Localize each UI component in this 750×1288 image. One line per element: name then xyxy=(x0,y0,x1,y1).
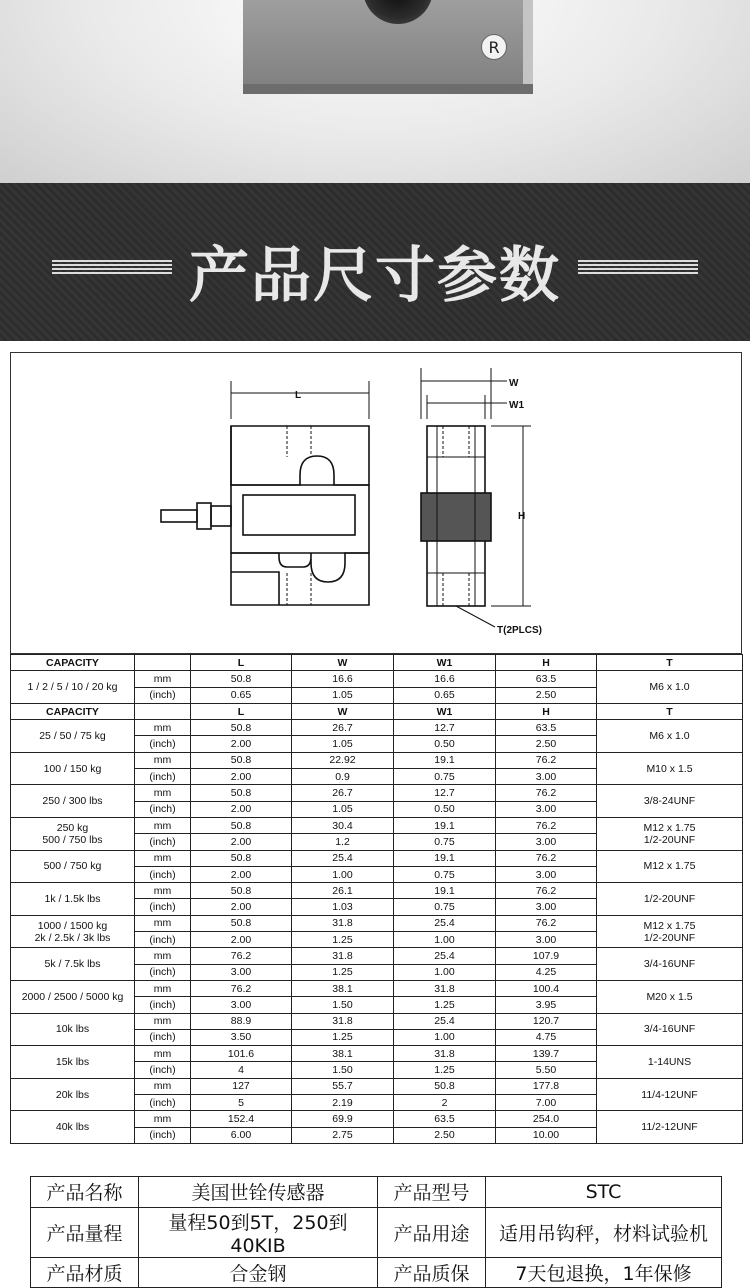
value-cell: 3.00 xyxy=(191,997,292,1013)
info-key: 产品材质 xyxy=(31,1257,139,1288)
capacity-cell: 25 / 50 / 75 kg xyxy=(11,720,135,753)
value-cell: 0.65 xyxy=(191,687,292,703)
value-cell: 76.2 xyxy=(496,752,597,768)
value-cell: 5 xyxy=(191,1095,292,1111)
info-row xyxy=(31,1257,722,1288)
value-cell: 26.7 xyxy=(292,720,394,736)
value-cell: 63.5 xyxy=(496,720,597,736)
value-cell: 31.8 xyxy=(292,948,394,964)
value-cell: 1.05 xyxy=(292,801,394,817)
unit-cell: mm xyxy=(135,720,191,736)
value-cell: 1.2 xyxy=(292,834,394,850)
capacity-cell: 100 / 150 kg xyxy=(11,752,135,785)
value-cell: 3.00 xyxy=(496,769,597,785)
value-cell: 63.5 xyxy=(394,1111,496,1127)
capacity-cell: 2000 / 2500 / 5000 kg xyxy=(11,980,135,1013)
cable xyxy=(161,510,197,522)
value-cell: 50.8 xyxy=(394,1078,496,1094)
value-cell: 2.50 xyxy=(496,687,597,703)
thread-cell: M10 x 1.5 xyxy=(597,752,743,785)
spec-header-cell: H xyxy=(496,703,597,719)
unit-cell: (inch) xyxy=(135,899,191,915)
value-cell: 12.7 xyxy=(394,785,496,801)
unit-cell: mm xyxy=(135,1046,191,1062)
spec-header-cell: W xyxy=(292,655,394,671)
capacity-cell: 15k lbs xyxy=(11,1046,135,1079)
value-cell: 50.8 xyxy=(191,915,292,931)
spec-row-mm xyxy=(11,948,743,964)
value-cell: 25.4 xyxy=(292,850,394,866)
spec-row-mm xyxy=(11,785,743,801)
spec-row-mm xyxy=(11,1046,743,1062)
value-cell: 4.75 xyxy=(496,1029,597,1045)
load-cell-block xyxy=(243,0,533,94)
spec-header-cell: CAPACITY xyxy=(11,703,135,719)
spec-table xyxy=(10,654,743,1144)
value-cell: 50.8 xyxy=(191,883,292,899)
value-cell: 76.2 xyxy=(496,883,597,899)
value-cell: 0.75 xyxy=(394,769,496,785)
spec-header-cell: L xyxy=(191,655,292,671)
info-key: 产品型号 xyxy=(378,1177,486,1208)
dimension-drawing xyxy=(11,353,741,653)
value-cell: 3.95 xyxy=(496,997,597,1013)
value-cell: 30.4 xyxy=(292,817,394,833)
value-cell: 1.05 xyxy=(292,736,394,752)
spec-header-cell xyxy=(135,703,191,719)
spec-header-cell: T xyxy=(597,655,743,671)
value-cell: 0.65 xyxy=(394,687,496,703)
unit-cell: mm xyxy=(135,980,191,996)
value-cell: 3.00 xyxy=(496,801,597,817)
label-W: W xyxy=(509,378,519,389)
registered-mark: R xyxy=(481,34,507,60)
unit-cell: (inch) xyxy=(135,801,191,817)
side-grip xyxy=(421,493,491,541)
thread-cell: 3/4-16UNF xyxy=(597,1013,743,1046)
thread-cell: 1-14UNS xyxy=(597,1046,743,1079)
capacity-cell: 250 / 300 lbs xyxy=(11,785,135,818)
unit-cell: mm xyxy=(135,1078,191,1094)
value-cell: 1.50 xyxy=(292,1062,394,1078)
info-key: 产品名称 xyxy=(31,1177,139,1208)
spec-header-row xyxy=(11,703,743,719)
value-cell: 88.9 xyxy=(191,1013,292,1029)
spec-row-mm xyxy=(11,915,743,931)
value-cell: 50.8 xyxy=(191,720,292,736)
value-cell: 76.2 xyxy=(496,817,597,833)
capacity-cell: 1000 / 1500 kg 2k / 2.5k / 3k lbs xyxy=(11,915,135,948)
value-cell: 1.03 xyxy=(292,899,394,915)
thread-cell: 11/4-12UNF xyxy=(597,1078,743,1111)
value-cell: 1.05 xyxy=(292,687,394,703)
label-L: L xyxy=(295,390,302,401)
capacity-cell: 1 / 2 / 5 / 10 / 20 kg xyxy=(11,671,135,704)
spec-table-body xyxy=(11,655,743,1144)
banner-title: 产品尺寸参数 xyxy=(189,241,561,311)
unit-cell: (inch) xyxy=(135,687,191,703)
info-value: STC xyxy=(486,1177,722,1208)
value-cell: 7.00 xyxy=(496,1095,597,1111)
info-value: 量程50到5T，250到40KIB xyxy=(139,1207,378,1257)
value-cell: 31.8 xyxy=(292,915,394,931)
spec-header-cell xyxy=(135,655,191,671)
value-cell: 50.8 xyxy=(191,817,292,833)
value-cell: 1.25 xyxy=(394,997,496,1013)
value-cell: 139.7 xyxy=(496,1046,597,1062)
spec-row-mm xyxy=(11,720,743,736)
spec-header-cell: W1 xyxy=(394,655,496,671)
dimension-diagram xyxy=(10,352,742,654)
product-photo xyxy=(0,0,750,183)
s-bottom-arm xyxy=(231,553,369,605)
value-cell: 254.0 xyxy=(496,1111,597,1127)
thread-cell: M6 x 1.0 xyxy=(597,720,743,753)
value-cell: 3.00 xyxy=(496,932,597,948)
value-cell: 4 xyxy=(191,1062,292,1078)
spec-header-cell: T xyxy=(597,703,743,719)
value-cell: 1.50 xyxy=(292,997,394,1013)
value-cell: 0.50 xyxy=(394,736,496,752)
info-key: 产品量程 xyxy=(31,1207,139,1257)
label-T: T(2PLCS) xyxy=(497,625,542,636)
value-cell: 25.4 xyxy=(394,915,496,931)
value-cell: 16.6 xyxy=(292,671,394,687)
value-cell: 69.9 xyxy=(292,1111,394,1127)
unit-cell: (inch) xyxy=(135,1062,191,1078)
threaded-hole xyxy=(363,0,433,24)
unit-cell: mm xyxy=(135,948,191,964)
thread-cell: M6 x 1.0 xyxy=(597,671,743,704)
label-W1: W1 xyxy=(509,400,524,411)
thread-cell: 1/2-20UNF xyxy=(597,883,743,916)
thread-cell: M12 x 1.75 xyxy=(597,850,743,883)
s-top-arm xyxy=(231,426,369,485)
value-cell: 50.8 xyxy=(191,671,292,687)
value-cell: 31.8 xyxy=(394,1046,496,1062)
value-cell: 1.25 xyxy=(292,932,394,948)
value-cell: 12.7 xyxy=(394,720,496,736)
thread-cell: 11/2-12UNF xyxy=(597,1111,743,1144)
value-cell: 38.1 xyxy=(292,980,394,996)
value-cell: 1.25 xyxy=(292,964,394,980)
spec-row-mm xyxy=(11,1013,743,1029)
value-cell: 50.8 xyxy=(191,752,292,768)
value-cell: 1.25 xyxy=(394,1062,496,1078)
cable-gland xyxy=(197,503,211,529)
value-cell: 2.19 xyxy=(292,1095,394,1111)
value-cell: 1.00 xyxy=(394,1029,496,1045)
unit-cell: mm xyxy=(135,850,191,866)
value-cell: 100.4 xyxy=(496,980,597,996)
spec-header-cell: W1 xyxy=(394,703,496,719)
capacity-cell: 10k lbs xyxy=(11,1013,135,1046)
value-cell: 2 xyxy=(394,1095,496,1111)
value-cell: 0.75 xyxy=(394,834,496,850)
value-cell: 19.1 xyxy=(394,850,496,866)
thread-cell: 3/4-16UNF xyxy=(597,948,743,981)
value-cell: 26.7 xyxy=(292,785,394,801)
value-cell: 5.50 xyxy=(496,1062,597,1078)
product-info-body xyxy=(31,1177,722,1288)
value-cell: 50.8 xyxy=(191,785,292,801)
value-cell: 2.00 xyxy=(191,834,292,850)
value-cell: 76.2 xyxy=(496,915,597,931)
value-cell: 76.2 xyxy=(191,948,292,964)
unit-cell: (inch) xyxy=(135,1127,191,1143)
unit-cell: mm xyxy=(135,817,191,833)
value-cell: 19.1 xyxy=(394,883,496,899)
value-cell: 1.25 xyxy=(292,1029,394,1045)
capacity-cell: 20k lbs xyxy=(11,1078,135,1111)
thread-cell: M20 x 1.5 xyxy=(597,980,743,1013)
value-cell: 120.7 xyxy=(496,1013,597,1029)
value-cell: 76.2 xyxy=(496,785,597,801)
value-cell: 3.50 xyxy=(191,1029,292,1045)
unit-cell: (inch) xyxy=(135,1095,191,1111)
info-value: 合金钢 xyxy=(139,1257,378,1288)
info-key: 产品用途 xyxy=(378,1207,486,1257)
spec-row-mm xyxy=(11,980,743,996)
value-cell: 55.7 xyxy=(292,1078,394,1094)
value-cell: 2.00 xyxy=(191,866,292,882)
value-cell: 152.4 xyxy=(191,1111,292,1127)
info-key: 产品质保 xyxy=(378,1257,486,1288)
value-cell: 50.8 xyxy=(191,850,292,866)
value-cell: 2.00 xyxy=(191,932,292,948)
value-cell: 3.00 xyxy=(191,964,292,980)
value-cell: 107.9 xyxy=(496,948,597,964)
spec-header-cell: H xyxy=(496,655,597,671)
value-cell: 0.50 xyxy=(394,801,496,817)
unit-cell: mm xyxy=(135,785,191,801)
value-cell: 38.1 xyxy=(292,1046,394,1062)
value-cell: 0.9 xyxy=(292,769,394,785)
spec-header-cell: CAPACITY xyxy=(11,655,135,671)
section-banner xyxy=(0,183,750,341)
value-cell: 2.00 xyxy=(191,769,292,785)
value-cell: 127 xyxy=(191,1078,292,1094)
spec-row-mm xyxy=(11,817,743,833)
unit-cell: mm xyxy=(135,1111,191,1127)
spec-row-mm xyxy=(11,883,743,899)
capacity-cell: 500 / 750 kg xyxy=(11,850,135,883)
capacity-cell: 1k / 1.5k lbs xyxy=(11,883,135,916)
unit-cell: (inch) xyxy=(135,736,191,752)
spec-row-mm xyxy=(11,1078,743,1094)
value-cell: 19.1 xyxy=(394,817,496,833)
thread-cell: M12 x 1.75 1/2-20UNF xyxy=(597,915,743,948)
info-row xyxy=(31,1177,722,1208)
value-cell: 26.1 xyxy=(292,883,394,899)
value-cell: 19.1 xyxy=(394,752,496,768)
value-cell: 3.00 xyxy=(496,866,597,882)
value-cell: 3.00 xyxy=(496,834,597,850)
unit-cell: mm xyxy=(135,752,191,768)
value-cell: 63.5 xyxy=(496,671,597,687)
value-cell: 3.00 xyxy=(496,899,597,915)
value-cell: 31.8 xyxy=(394,980,496,996)
s-window xyxy=(243,495,355,535)
label-H: H xyxy=(518,511,526,522)
info-row xyxy=(31,1207,722,1257)
value-cell: 1.00 xyxy=(394,964,496,980)
value-cell: 25.4 xyxy=(394,948,496,964)
spec-row-mm xyxy=(11,850,743,866)
value-cell: 2.50 xyxy=(394,1127,496,1143)
spec-header-row xyxy=(11,655,743,671)
unit-cell: (inch) xyxy=(135,1029,191,1045)
value-cell: 76.2 xyxy=(496,850,597,866)
unit-cell: (inch) xyxy=(135,964,191,980)
spec-header-cell: W xyxy=(292,703,394,719)
value-cell: 101.6 xyxy=(191,1046,292,1062)
value-cell: 1.00 xyxy=(394,932,496,948)
unit-cell: mm xyxy=(135,883,191,899)
value-cell: 177.8 xyxy=(496,1078,597,1094)
thread-cell: 3/8-24UNF xyxy=(597,785,743,818)
value-cell: 2.75 xyxy=(292,1127,394,1143)
value-cell: 4.25 xyxy=(496,964,597,980)
value-cell: 2.00 xyxy=(191,736,292,752)
unit-cell: mm xyxy=(135,1013,191,1029)
unit-cell: (inch) xyxy=(135,866,191,882)
unit-cell: (inch) xyxy=(135,932,191,948)
value-cell: 2.00 xyxy=(191,801,292,817)
value-cell: 31.8 xyxy=(292,1013,394,1029)
value-cell: 2.50 xyxy=(496,736,597,752)
value-cell: 1.00 xyxy=(292,866,394,882)
product-info-table xyxy=(30,1176,722,1288)
spec-row-mm xyxy=(11,1111,743,1127)
info-value: 7天包退换，1年保修 xyxy=(486,1257,722,1288)
value-cell: 2.00 xyxy=(191,899,292,915)
unit-cell: (inch) xyxy=(135,769,191,785)
capacity-cell: 5k / 7.5k lbs xyxy=(11,948,135,981)
unit-cell: (inch) xyxy=(135,997,191,1013)
unit-cell: mm xyxy=(135,915,191,931)
banner-rule-right xyxy=(578,260,698,274)
unit-cell: mm xyxy=(135,671,191,687)
thread-cell: M12 x 1.75 1/2-20UNF xyxy=(597,817,743,850)
value-cell: 16.6 xyxy=(394,671,496,687)
value-cell: 6.00 xyxy=(191,1127,292,1143)
spec-row-mm xyxy=(11,671,743,687)
value-cell: 0.75 xyxy=(394,866,496,882)
value-cell: 76.2 xyxy=(191,980,292,996)
value-cell: 22.92 xyxy=(292,752,394,768)
spec-header-cell: L xyxy=(191,703,292,719)
spec-row-mm xyxy=(11,752,743,768)
info-value: 美国世铨传感器 xyxy=(139,1177,378,1208)
capacity-cell: 250 kg 500 / 750 lbs xyxy=(11,817,135,850)
capacity-cell: 40k lbs xyxy=(11,1111,135,1144)
value-cell: 10.00 xyxy=(496,1127,597,1143)
info-value: 适用吊钩秤，材料试验机 xyxy=(486,1207,722,1257)
value-cell: 25.4 xyxy=(394,1013,496,1029)
value-cell: 0.75 xyxy=(394,899,496,915)
unit-cell: (inch) xyxy=(135,834,191,850)
